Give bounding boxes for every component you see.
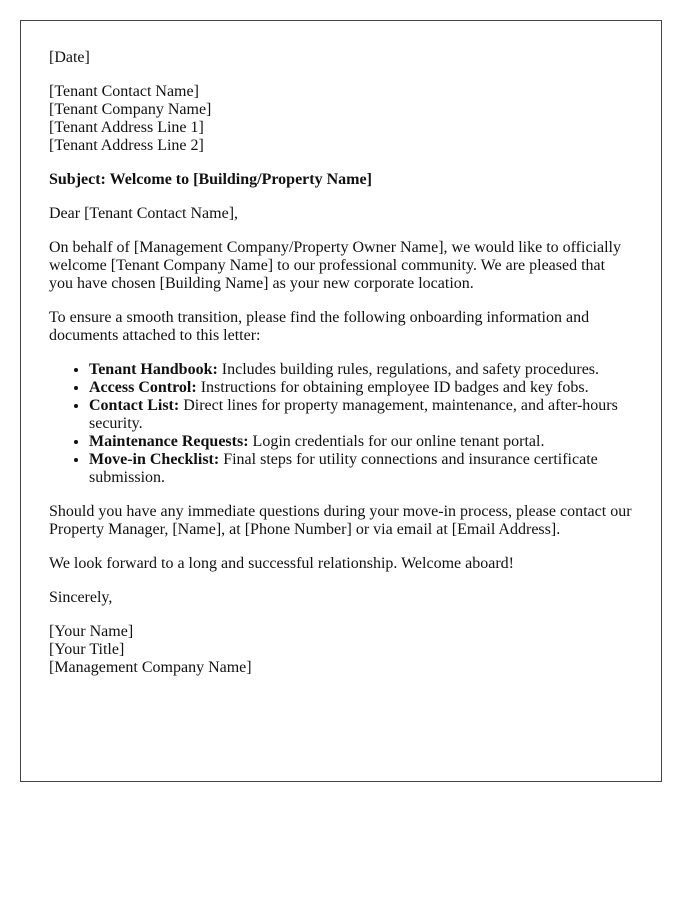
subject-line: Subject: Welcome to [Building/Property Name] bbox=[49, 171, 372, 188]
recipient-address bbox=[49, 83, 632, 155]
item-title: Contact List: bbox=[89, 397, 180, 414]
letter-page bbox=[20, 20, 662, 782]
signer-name: [Your Name] bbox=[49, 623, 134, 640]
item-text: Direct lines for property management, maintenance, and after-hours security. bbox=[89, 397, 618, 432]
list-item bbox=[89, 379, 632, 397]
recipient-address-line-2: [Tenant Address Line 2] bbox=[49, 137, 204, 154]
item-title: Tenant Handbook: bbox=[89, 361, 218, 378]
list-item bbox=[89, 397, 632, 433]
item-title: Maintenance Requests: bbox=[89, 433, 249, 450]
item-text: Final steps for utility connections and insurance certificate submission. bbox=[89, 451, 598, 486]
item-title: Access Control: bbox=[89, 379, 197, 396]
list-item bbox=[89, 451, 632, 487]
questions-paragraph: Should you have any immediate questions during your move-in process, please contact our Property Manager, [Name], at [Phone Number] or via email at [Email Address]. bbox=[49, 503, 632, 538]
salutation: Dear [Tenant Contact Name], bbox=[49, 205, 239, 222]
closing-line: We look forward to a long and successful relationship. Welcome aboard! bbox=[49, 555, 514, 572]
item-text: Instructions for obtaining employee ID badges and key fobs. bbox=[196, 379, 589, 396]
item-text: Includes building rules, regulations, and safety procedures. bbox=[217, 361, 600, 378]
onboarding-list bbox=[49, 361, 632, 487]
signoff: Sincerely, bbox=[49, 589, 113, 606]
date: [Date] bbox=[49, 49, 90, 66]
list-item bbox=[89, 361, 632, 379]
recipient-name: [Tenant Contact Name] bbox=[49, 83, 199, 100]
signer-title: [Your Title] bbox=[49, 641, 125, 658]
intro-paragraph: On behalf of [Management Company/Property Owner Name], we would like to officially welcome [Tenant Company Name] to our professional community. We are pleased that you have chosen [Building Name] as your new corporate location. bbox=[49, 239, 621, 292]
signature-block bbox=[49, 623, 632, 677]
item-text: Login credentials for our online tenant portal. bbox=[248, 433, 545, 450]
signer-company: [Management Company Name] bbox=[49, 659, 252, 676]
item-title: Move-in Checklist: bbox=[89, 451, 220, 468]
onboarding-intro: To ensure a smooth transition, please find the following onboarding information and documents attached to this letter: bbox=[49, 309, 590, 344]
recipient-company: [Tenant Company Name] bbox=[49, 101, 212, 118]
list-item bbox=[89, 433, 632, 451]
recipient-address-line-1: [Tenant Address Line 1] bbox=[49, 119, 204, 136]
